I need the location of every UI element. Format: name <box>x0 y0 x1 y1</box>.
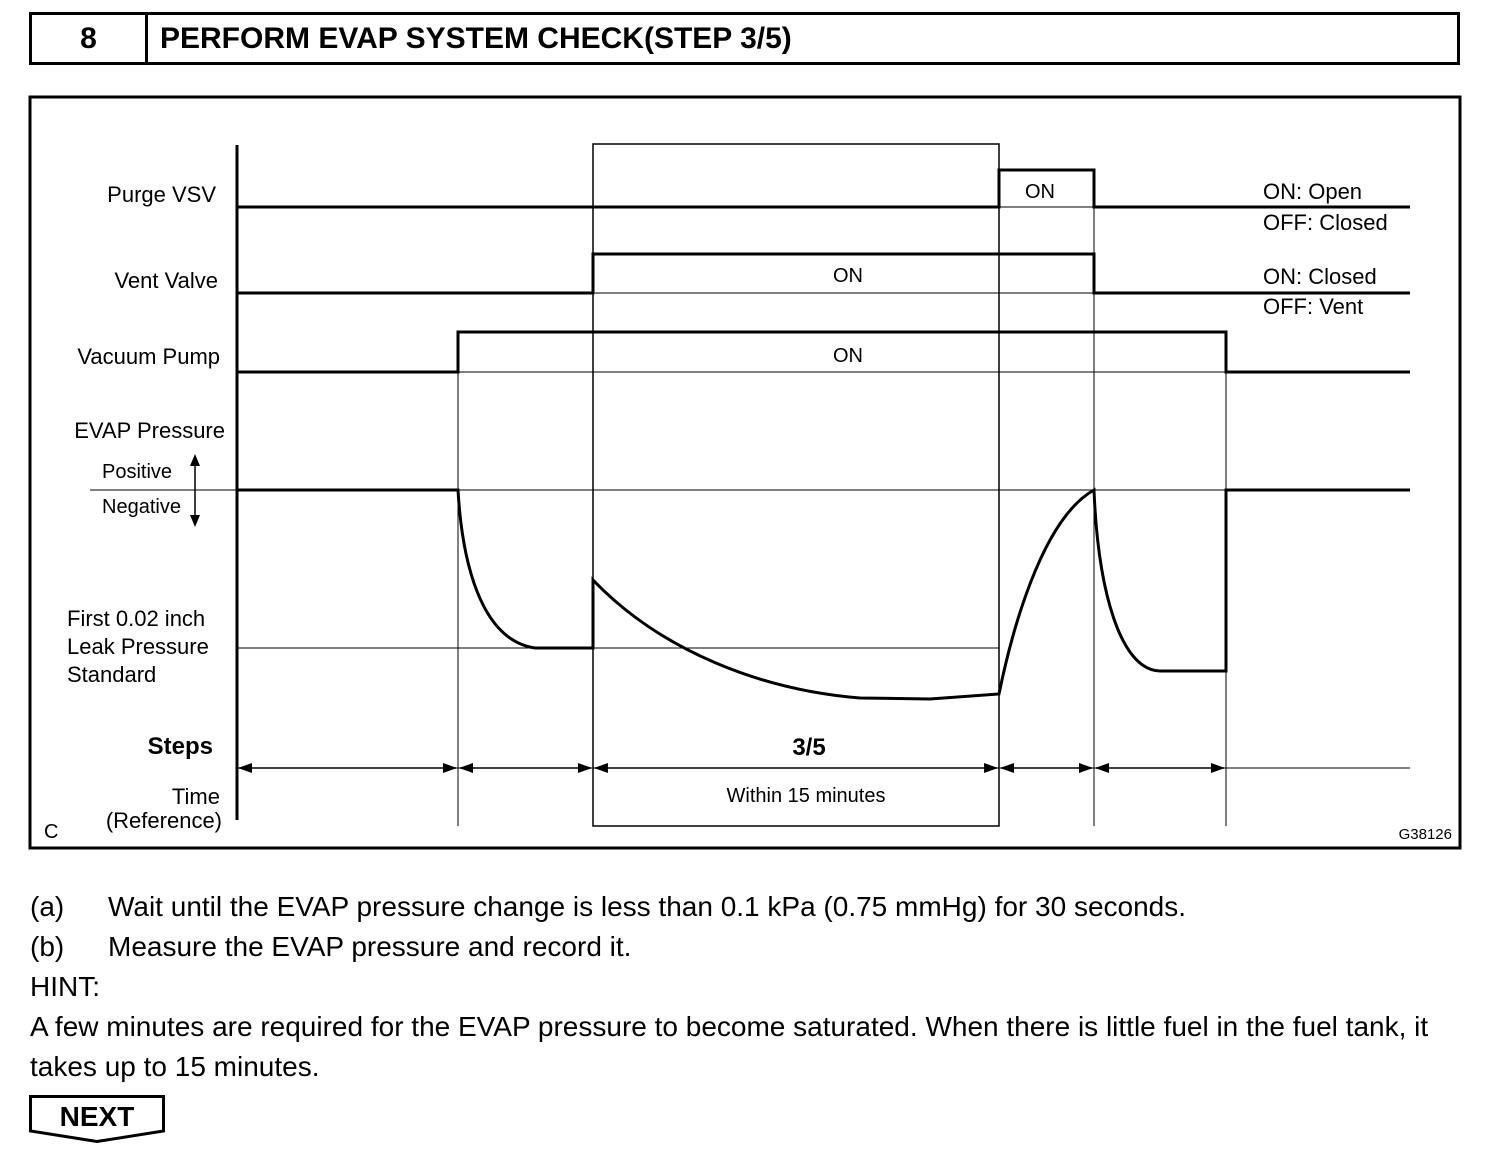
label-purge-vsv: Purge VSV <box>107 182 216 207</box>
figure-id: G38126 <box>1398 826 1452 843</box>
step-title: PERFORM EVAP SYSTEM CHECK(STEP 3/5) <box>160 21 792 55</box>
corner-label: C <box>44 821 59 843</box>
negative-arrowhead <box>190 515 200 527</box>
step-3-5-label: 3/5 <box>792 734 826 761</box>
vent-valve-signal <box>237 254 1410 293</box>
instructions <box>30 887 1470 1087</box>
label-leak-line2: Leak Pressure <box>67 634 209 659</box>
time-within-label: Within 15 minutes <box>726 785 886 807</box>
label-positive: Positive <box>102 461 173 483</box>
legend-purge-on: ON: Open <box>1263 179 1363 204</box>
label-negative: Negative <box>102 496 181 518</box>
hint-text: A few minutes are required for the EVAP pressure to become saturated. When there is little fuel in the fuel tank, it takes up to 15 minutes. <box>30 1011 1429 1082</box>
instruction-a-marker: (a) <box>30 891 65 922</box>
instruction-a-text: Wait until the EVAP pressure change is less than 0.1 kPa (0.75 mmHg) for 30 seconds. <box>108 891 1187 922</box>
diagram-frame <box>30 97 1460 848</box>
legend-vent-on: ON: Closed <box>1263 264 1377 289</box>
label-steps: Steps <box>147 733 213 760</box>
vent-on-label: ON <box>833 265 863 287</box>
step-number: 8 <box>32 15 148 62</box>
next-button[interactable] <box>29 1095 165 1143</box>
label-vent-valve: Vent Valve <box>114 268 218 293</box>
next-button-label: NEXT <box>59 1101 135 1132</box>
legend-vent-off: OFF: Vent <box>1263 294 1364 319</box>
label-leak-line1: First 0.02 inch <box>67 606 206 631</box>
step-3-5-box <box>593 144 999 826</box>
label-time: Time <box>171 784 220 809</box>
instruction-a <box>30 887 1470 927</box>
vacuum-pump-signal <box>237 332 1410 372</box>
label-evap-pressure: EVAP Pressure <box>74 418 225 443</box>
legend-purge-off: OFF: Closed <box>1263 210 1388 235</box>
label-leak-line3: Standard <box>67 662 157 687</box>
purge-vsv-signal <box>237 170 1410 207</box>
instruction-b-text: Measure the EVAP pressure and record it. <box>108 931 632 962</box>
instruction-b <box>30 927 1470 967</box>
label-time-reference: (Reference) <box>105 808 222 833</box>
instruction-b-marker: (b) <box>30 931 65 962</box>
pump-on-label: ON <box>833 345 863 367</box>
positive-arrowhead <box>190 454 200 466</box>
purge-on-label: ON <box>1025 181 1055 203</box>
label-vacuum-pump: Vacuum Pump <box>77 344 220 369</box>
hint-label: HINT: <box>30 971 100 1002</box>
evap-pressure-signal <box>237 490 1410 699</box>
